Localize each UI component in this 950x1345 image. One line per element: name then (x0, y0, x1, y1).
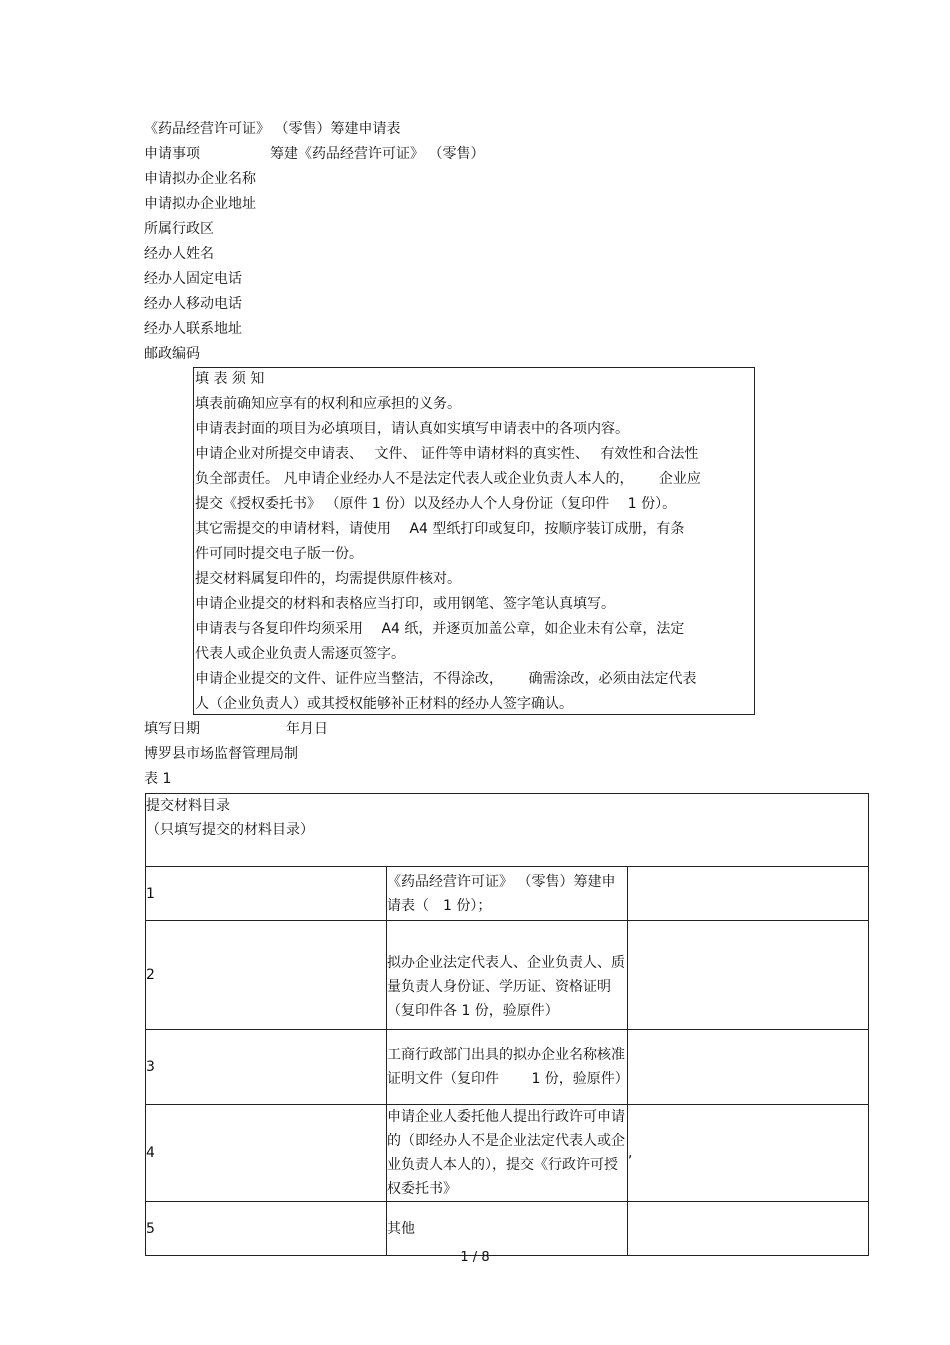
field-label: 经办人固定电话 (144, 271, 242, 287)
table-row (146, 867, 869, 921)
field-label: 申请拟办企业地址 (144, 196, 256, 212)
fill-date-value: 年月日 (286, 721, 328, 737)
row-text: 《药品经营许可证》 （零售）筹建申请表（ 1 份）； (387, 867, 628, 921)
field-label: 邮政编码 (144, 346, 200, 362)
row-mark[interactable] (628, 921, 869, 1030)
row-number: 3 (146, 1030, 387, 1105)
field-postal-code (144, 343, 200, 365)
field-agent-mobile (144, 293, 242, 315)
page-number: 1 / 8 (460, 1250, 490, 1265)
table-row (146, 921, 869, 1030)
notice-line: 填表前确知应享有的权利和应承担的义务。 (195, 396, 461, 412)
notice-line: 其它需提交的申请材料，请使用 A4 型纸打印或复印，按顺序装订成册，有条 (195, 521, 685, 537)
notice-line: 申请表封面的项目为必填项目，请认真如实填写申请表中的各项内容。 (195, 421, 629, 437)
field-company-address (144, 193, 256, 215)
table-row (146, 1105, 869, 1202)
form-title: 《药品经营许可证》 （零售）筹建申请表 (144, 121, 401, 137)
notice-line: 申请表与各复印件均须采用 A4 纸，并逐页加盖公章，如企业未有公章，法定 (195, 621, 685, 637)
field-application-item (144, 143, 485, 165)
row-number: 4 (146, 1105, 387, 1202)
table-row (146, 1030, 869, 1105)
row-text: 工商行政部门出具的拟办企业名称核准证明文件（复印件 1 份，验原件） (387, 1030, 628, 1105)
issuer: 博罗县市场监督管理局制 (144, 746, 298, 762)
notice-box (193, 367, 755, 715)
field-label: 所属行政区 (144, 221, 214, 237)
row-text: 拟办企业法定代表人、企业负责人、质量负责人身份证、学历证、资格证明（复印件各 1 份，验原件） (387, 921, 628, 1030)
notice-line: 提交《授权委托书》 （原件 1 份）以及经办人个人身份证（复印件 1 份）。 (195, 496, 677, 512)
materials-header-title: 提交材料目录 (146, 798, 230, 814)
row-number: 1 (146, 867, 387, 921)
table-row (146, 1202, 869, 1256)
fill-date-label: 填写日期 (144, 721, 200, 737)
field-agent-address (144, 318, 242, 340)
row-text: 申请企业人委托他人提出行政许可申请的（即经办人不是企业法定代表人或企业负责人本人的），提交《行政许可授权委托书》 (387, 1105, 628, 1202)
row-text: 其他 (387, 1202, 628, 1256)
field-label: 经办人联系地址 (144, 321, 242, 337)
field-label: 经办人姓名 (144, 246, 214, 262)
row-number: 5 (146, 1202, 387, 1256)
field-value: 筹建《药品经营许可证》 （零售） (270, 146, 485, 162)
notice-line: 申请企业对所提交申请表、 文件、 证件等申请材料的真实性、 有效性和合法性 (195, 446, 699, 462)
notice-heading: 填 表 须 知 (195, 371, 265, 387)
table-label: 表 1 (144, 771, 172, 787)
row-mark[interactable] (628, 1030, 869, 1105)
notice-line: 件可同时提交电子版一份。 (195, 546, 363, 562)
notice-line: 负全部责任。 凡申请企业经办人不是法定代表人或企业负责人本人的， 企业应 (195, 471, 701, 487)
fill-date (144, 718, 328, 740)
materials-header (146, 794, 869, 867)
table-header-row (146, 794, 869, 867)
notice-line: 申请企业提交的文件、证件应当整洁，不得涂改， 确需涂改，必须由法定代表 (195, 671, 697, 687)
row-mark[interactable] (628, 867, 869, 921)
row-number: 2 (146, 921, 387, 1030)
field-company-name (144, 168, 256, 190)
field-agent-landline (144, 268, 242, 290)
field-district (144, 218, 214, 240)
field-agent-name (144, 243, 214, 265)
field-label: 经办人移动电话 (144, 296, 242, 312)
notice-line: 人（企业负责人）或其授权能够补正材料的经办人签字确认。 (195, 696, 573, 712)
materials-header-note: （只填写提交的材料目录） (146, 822, 314, 838)
field-label: 申请拟办企业名称 (144, 171, 256, 187)
row-mark[interactable]: , (628, 1105, 869, 1202)
field-label: 申请事项 (144, 146, 200, 162)
notice-line: 代表人或企业负责人需逐页签字。 (195, 646, 405, 662)
materials-table (145, 793, 869, 1256)
notice-line: 申请企业提交的材料和表格应当打印，或用钢笔、签字笔认真填写。 (195, 596, 615, 612)
row-mark[interactable] (628, 1202, 869, 1256)
notice-line: 提交材料属复印件的，均需提供原件核对。 (195, 571, 461, 587)
